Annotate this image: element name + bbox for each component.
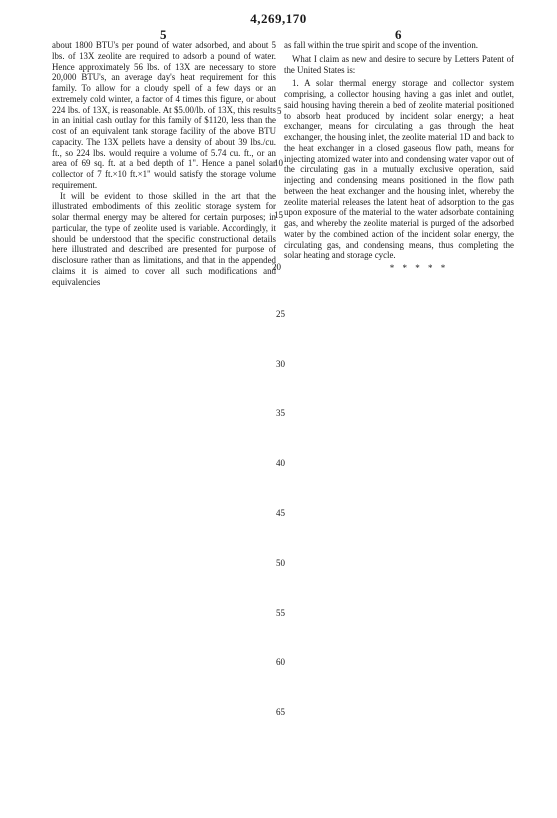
left-paragraph-2: It will be evident to those skilled in the art that the illustrated embodiments of this zeolitic storage system for solar thermal energy may be altered for certain purposes; in particular, the type of zeolite used is variable. Accordingly, it should be understood that the specific constructional details here illustrated and described are presented for purpose of disclosure rather than as limitations, and that in the appended claims it is aimed to cover all such modifications and equivalencies	[52, 190, 276, 287]
line-number-60: 60	[276, 657, 285, 667]
line-number-55: 55	[276, 608, 285, 618]
line-number-10: 10	[274, 158, 283, 168]
left-paragraph-1: about 1800 BTU's per pound of water adsorbed, and about 5 lbs. of 13X zeolite are required to adsorb a pound of water. Hence approximately 56 lbs. of 13X are necessary to store 20,000 BTU's, an average day's heat requirement for this family. To allow for a cloudy spell of a few days or an extremely cold winter, a factor of 4 times this figure, or about 224 lbs. of 13X, is reasonable. At $5.00/lb. of 13X, this results in an initial cash outlay for this family of $1120, less than the cost of an equivalent tank storage facility of the above BTU capacity. The 13X pellets have a density of about 39 lbs./cu. ft., so 224 lbs. would require a volume of 5.74 cu. ft., or an area of 69 sq. ft. at a bed depth of 1". Hence a panel solar collector of 7 ft.×10 ft.×1" would satisfy the storage volume requirement.	[52, 40, 276, 190]
line-number-5: 5	[277, 106, 282, 116]
line-number-40: 40	[276, 458, 285, 468]
line-number-25: 25	[276, 309, 285, 319]
left-text-column	[52, 40, 276, 287]
line-number-65: 65	[276, 707, 285, 717]
line-number-50: 50	[276, 558, 285, 568]
line-number-35: 35	[276, 408, 285, 418]
continuation-text: as fall within the true spirit and scope of the invention.	[284, 40, 478, 50]
end-marks: * * * * *	[389, 263, 449, 273]
right-text-column	[284, 40, 514, 274]
claim-1: 1. A solar thermal energy storage and collector system comprising, a collector housing having a gas inlet and outlet, said housing having therein a bed of zeolite material positioned to absorb heat produced by incident solar energy; a heat exchanger, means for circulating a gas through the heat exchanger, the housing inlet, the zeolite material 1D and back to the heat exchanger in a closed gaseous flow path, means for injecting atomized water into and condensing water vapor out of the circulating gas in a mutually exclusive operation, said injecting and condensing means positioned in the flow path between the heat exchanger and the housing inlet, whereby the zeolite material releases the latent heat of adsorption to the gas upon exposure of the material to the water adsorbate containing gas, and whereby the zeolite material is purged of the adsorbed water by the combined action of the incident solar energy, the circulating gas, and condensing means, thus completing the solar heating and storage cycle.	[284, 78, 514, 261]
line-number-20: 20	[272, 262, 281, 272]
line-number-30: 30	[276, 359, 285, 369]
line-number-45: 45	[276, 508, 285, 518]
patent-number: 4,269,170	[250, 11, 307, 26]
left-column-number: 5	[160, 27, 167, 42]
line-number-15: 15	[274, 210, 283, 220]
claim-intro: What I claim as new and desire to secure by Letters Patent of the United States is:	[284, 53, 514, 75]
right-column-number: 6	[395, 27, 402, 42]
